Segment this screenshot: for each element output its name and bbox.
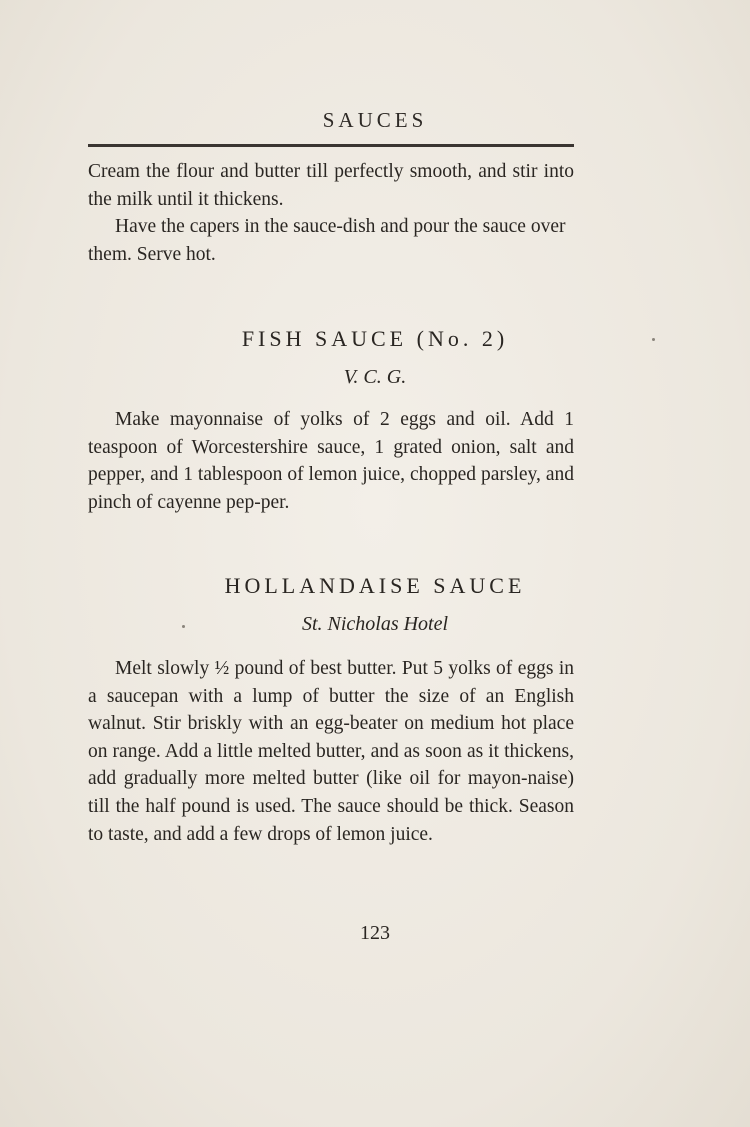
recipe-title-fish-sauce: FISH SAUCE (No. 2) xyxy=(241,326,509,351)
page-number: 123 xyxy=(360,922,390,944)
continuation-paragraph-1: Cream the flour and butter till perfectly smooth, and stir into the milk until it thickens. xyxy=(88,161,574,210)
recipe-attribution-fish-sauce: V. C. G. xyxy=(343,366,407,388)
recipe-body-fish-sauce xyxy=(88,406,574,516)
recipe-title-hollandaise: HOLLANDAISE SAUCE xyxy=(224,573,526,598)
recipe-attribution-hollandaise: St. Nicholas Hotel xyxy=(301,613,449,635)
header-rule xyxy=(88,144,574,147)
continuation-paragraph-2: Have the capers in the sauce-dish and pour the sauce over them. Serve hot. xyxy=(88,216,566,265)
paper-speck xyxy=(182,625,185,628)
running-head: SAUCES xyxy=(322,108,428,132)
recipe-body-hollandaise xyxy=(88,655,574,848)
paper-speck xyxy=(652,338,655,341)
recipe-paragraph-hollandaise: Melt slowly ½ pound of best butter. Put 5 yolks of eggs in a saucepan with a lump of butter the size of an English walnut. Stir briskly with an egg-beater on medium hot place on range. Add a little melted butter, and as soon as it thickens, add gradually more melted butter (like oil for mayon-naise) till the half pound is used. The sauce should be thick. Season to taste, and add a few drops of lemon juice. xyxy=(88,658,574,845)
continuation-text xyxy=(88,158,574,268)
recipe-paragraph-fish-sauce: Make mayonnaise of yolks of 2 eggs and oil. Add 1 teaspoon of Worcestershire sauce, 1 grated onion, salt and pepper, and 1 tablespoon of lemon juice, chopped parsley, and pinch of cayenne pep-per. xyxy=(88,409,574,513)
